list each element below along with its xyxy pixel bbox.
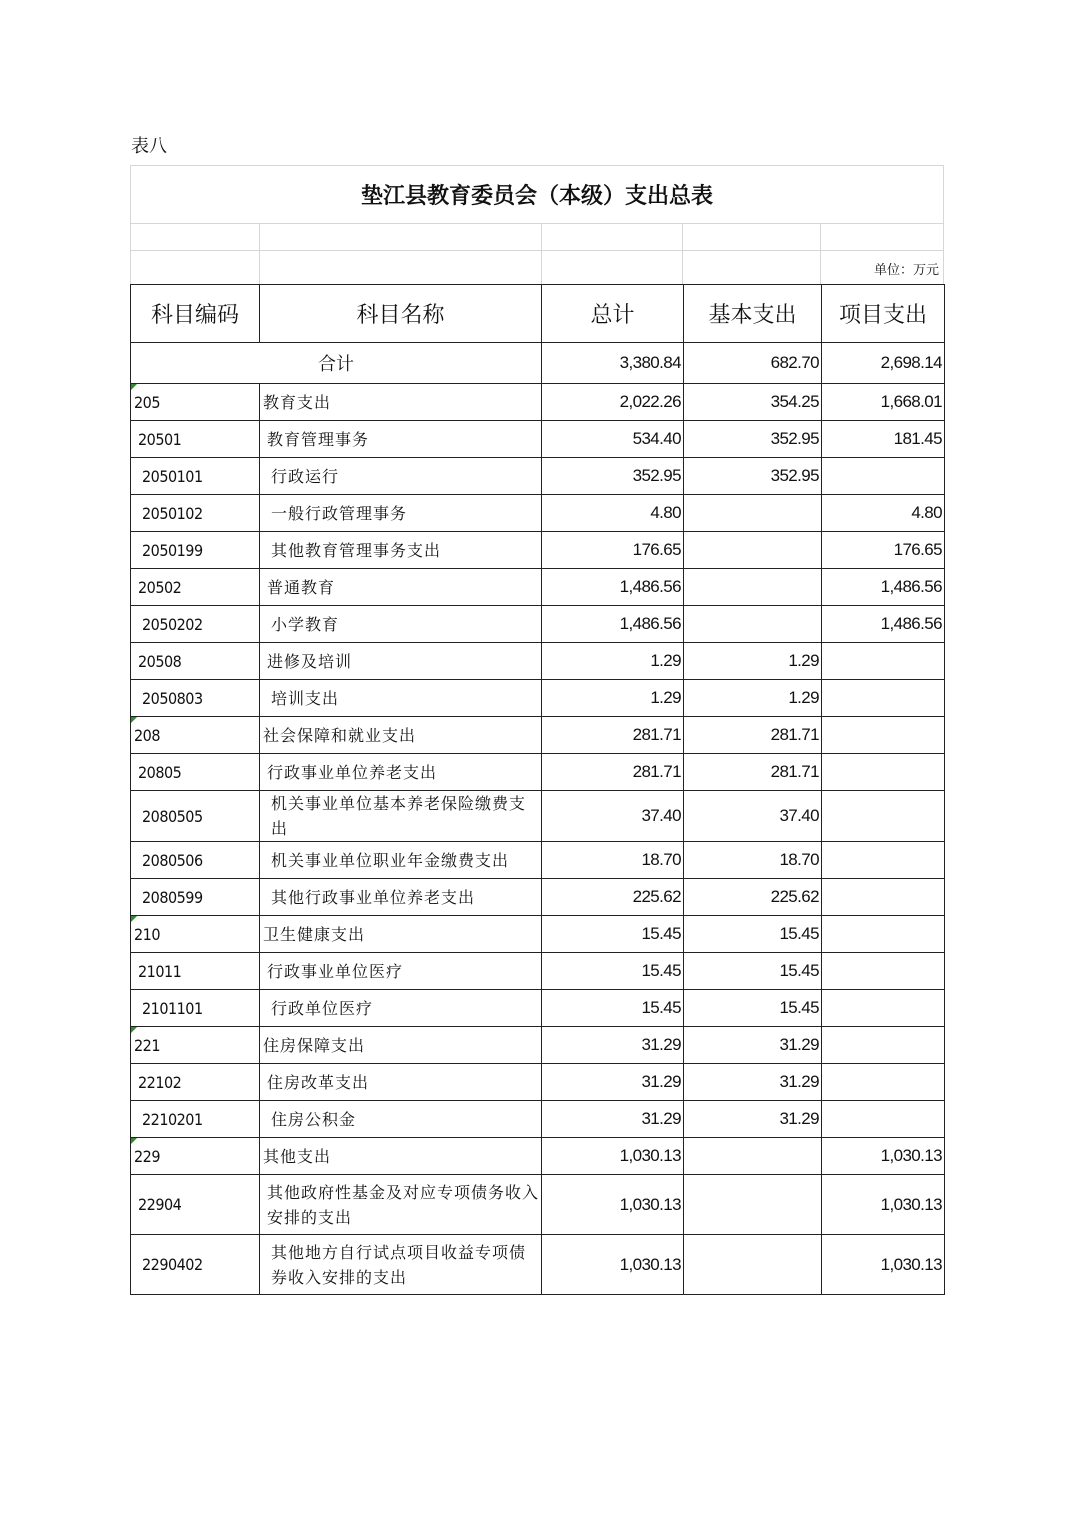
row-total: 15.45 [542,953,684,990]
row-basic: 1.29 [684,643,822,680]
unit-label: 单位：万元 [873,263,939,278]
table-row [131,791,945,842]
total-total: 3,380.84 [542,343,684,384]
row-project [822,1101,945,1138]
table-row [131,953,945,990]
row-name: 卫生健康支出 [260,916,542,953]
table-row [131,384,945,421]
row-project [822,1064,945,1101]
row-basic: 352.95 [684,458,822,495]
row-basic: 37.40 [684,791,822,842]
row-code: 21011 [131,953,260,990]
row-total: 1,030.13 [542,1138,684,1175]
table-row [131,879,945,916]
row-total: 1,486.56 [542,606,684,643]
table-row [131,1175,945,1235]
row-name: 培训支出 [260,680,542,717]
row-code: 2080506 [131,842,260,879]
row-project: 4.80 [822,495,945,532]
row-basic: 31.29 [684,1027,822,1064]
row-project [822,643,945,680]
row-total: 1,030.13 [542,1235,684,1295]
row-basic: 281.71 [684,754,822,791]
table-row [131,990,945,1027]
row-total: 4.80 [542,495,684,532]
row-code: 229 [131,1138,260,1175]
row-code: 205 [131,384,260,421]
cell-note-flag [131,1138,137,1144]
row-total: 2,022.26 [542,384,684,421]
header-name: 科目名称 [260,285,542,343]
row-total: 15.45 [542,916,684,953]
row-name: 行政运行 [260,458,542,495]
row-code: 2050102 [131,495,260,532]
table-row [131,842,945,879]
row-name: 行政事业单位医疗 [260,953,542,990]
row-name: 社会保障和就业支出 [260,717,542,754]
row-total: 1.29 [542,643,684,680]
row-project: 1,668.01 [822,384,945,421]
row-basic: 15.45 [684,916,822,953]
row-code: 2080505 [131,791,260,842]
row-basic [684,569,822,606]
table-row [131,1101,945,1138]
row-basic [684,1175,822,1235]
sheet-title: 垫江县教育委员会（本级）支出总表 [130,165,944,223]
row-basic: 18.70 [684,842,822,879]
expenditure-table [130,284,945,1295]
row-code: 221 [131,1027,260,1064]
row-code: 2080599 [131,879,260,916]
row-name: 行政事业单位养老支出 [260,754,542,791]
row-total: 31.29 [542,1027,684,1064]
cell-note-flag [131,916,137,922]
row-total: 225.62 [542,879,684,916]
row-total: 1.29 [542,680,684,717]
header-basic: 基本支出 [684,285,822,343]
row-project [822,990,945,1027]
table-label: 表八 [131,136,167,157]
row-total: 1,486.56 [542,569,684,606]
table-row [131,606,945,643]
row-code: 2050199 [131,532,260,569]
total-basic: 682.70 [684,343,822,384]
row-total: 534.40 [542,421,684,458]
row-project [822,842,945,879]
row-basic: 15.45 [684,953,822,990]
row-total: 31.29 [542,1101,684,1138]
row-project: 181.45 [822,421,945,458]
row-code: 22904 [131,1175,260,1235]
table-row [131,717,945,754]
row-total: 31.29 [542,1064,684,1101]
row-basic: 281.71 [684,717,822,754]
table-row [131,916,945,953]
unit-row [130,250,944,284]
cell-note-flag [131,717,137,723]
row-basic: 352.95 [684,421,822,458]
row-name: 进修及培训 [260,643,542,680]
row-basic: 31.29 [684,1064,822,1101]
blank-row [130,223,944,250]
total-project: 2,698.14 [822,343,945,384]
row-code: 2050803 [131,680,260,717]
row-total: 37.40 [542,791,684,842]
row-name: 住房保障支出 [260,1027,542,1064]
header-project: 项目支出 [822,285,945,343]
row-name: 行政单位医疗 [260,990,542,1027]
row-project [822,680,945,717]
table-row [131,458,945,495]
row-code: 22102 [131,1064,260,1101]
row-code: 208 [131,717,260,754]
row-total: 176.65 [542,532,684,569]
table-row [131,643,945,680]
cell-note-flag [131,1027,137,1033]
row-total: 1,030.13 [542,1175,684,1235]
row-basic: 31.29 [684,1101,822,1138]
row-project: 1,486.56 [822,606,945,643]
row-project [822,717,945,754]
row-code: 2210201 [131,1101,260,1138]
spreadsheet [130,165,944,1295]
row-project: 176.65 [822,532,945,569]
row-code: 20508 [131,643,260,680]
row-project [822,458,945,495]
row-project [822,953,945,990]
row-name: 其他政府性基金及对应专项债务收入安排的支出 [260,1175,542,1235]
row-name: 一般行政管理事务 [260,495,542,532]
row-total: 18.70 [542,842,684,879]
table-row [131,495,945,532]
row-name: 其他地方自行试点项目收益专项债券收入安排的支出 [260,1235,542,1295]
row-name: 教育管理事务 [260,421,542,458]
table-row [131,1235,945,1295]
row-name: 其他支出 [260,1138,542,1175]
table-row [131,1064,945,1101]
row-name: 机关事业单位职业年金缴费支出 [260,842,542,879]
row-basic: 1.29 [684,680,822,717]
row-project [822,1027,945,1064]
row-code: 20805 [131,754,260,791]
table-row [131,1027,945,1064]
row-total: 281.71 [542,717,684,754]
row-project: 1,030.13 [822,1138,945,1175]
row-name: 普通教育 [260,569,542,606]
row-code: 20501 [131,421,260,458]
row-basic [684,606,822,643]
row-project: 1,030.13 [822,1175,945,1235]
row-basic: 225.62 [684,879,822,916]
row-total: 281.71 [542,754,684,791]
row-basic [684,1235,822,1295]
row-code: 2290402 [131,1235,260,1295]
table-row [131,680,945,717]
table-row [131,1138,945,1175]
row-code: 2050101 [131,458,260,495]
header-code: 科目编码 [131,285,260,343]
row-name: 教育支出 [260,384,542,421]
row-basic [684,495,822,532]
row-code: 210 [131,916,260,953]
row-project [822,879,945,916]
row-basic [684,532,822,569]
row-name: 机关事业单位基本养老保险缴费支出 [260,791,542,842]
row-project: 1,030.13 [822,1235,945,1295]
row-name: 住房改革支出 [260,1064,542,1101]
row-basic: 15.45 [684,990,822,1027]
row-name: 小学教育 [260,606,542,643]
table-row [131,421,945,458]
total-row [131,343,945,384]
row-project [822,791,945,842]
row-project [822,916,945,953]
row-name: 其他教育管理事务支出 [260,532,542,569]
table-row [131,569,945,606]
table-row [131,532,945,569]
table-row [131,754,945,791]
row-project: 1,486.56 [822,569,945,606]
header-total: 总计 [542,285,684,343]
row-code: 20502 [131,569,260,606]
row-project [822,754,945,791]
cell-note-flag [131,384,137,390]
row-total: 15.45 [542,990,684,1027]
header-row [131,285,945,343]
row-code: 2050202 [131,606,260,643]
row-code: 2101101 [131,990,260,1027]
row-basic [684,1138,822,1175]
row-basic: 354.25 [684,384,822,421]
total-label: 合计 [131,343,542,384]
row-name: 住房公积金 [260,1101,542,1138]
row-name: 其他行政事业单位养老支出 [260,879,542,916]
row-total: 352.95 [542,458,684,495]
